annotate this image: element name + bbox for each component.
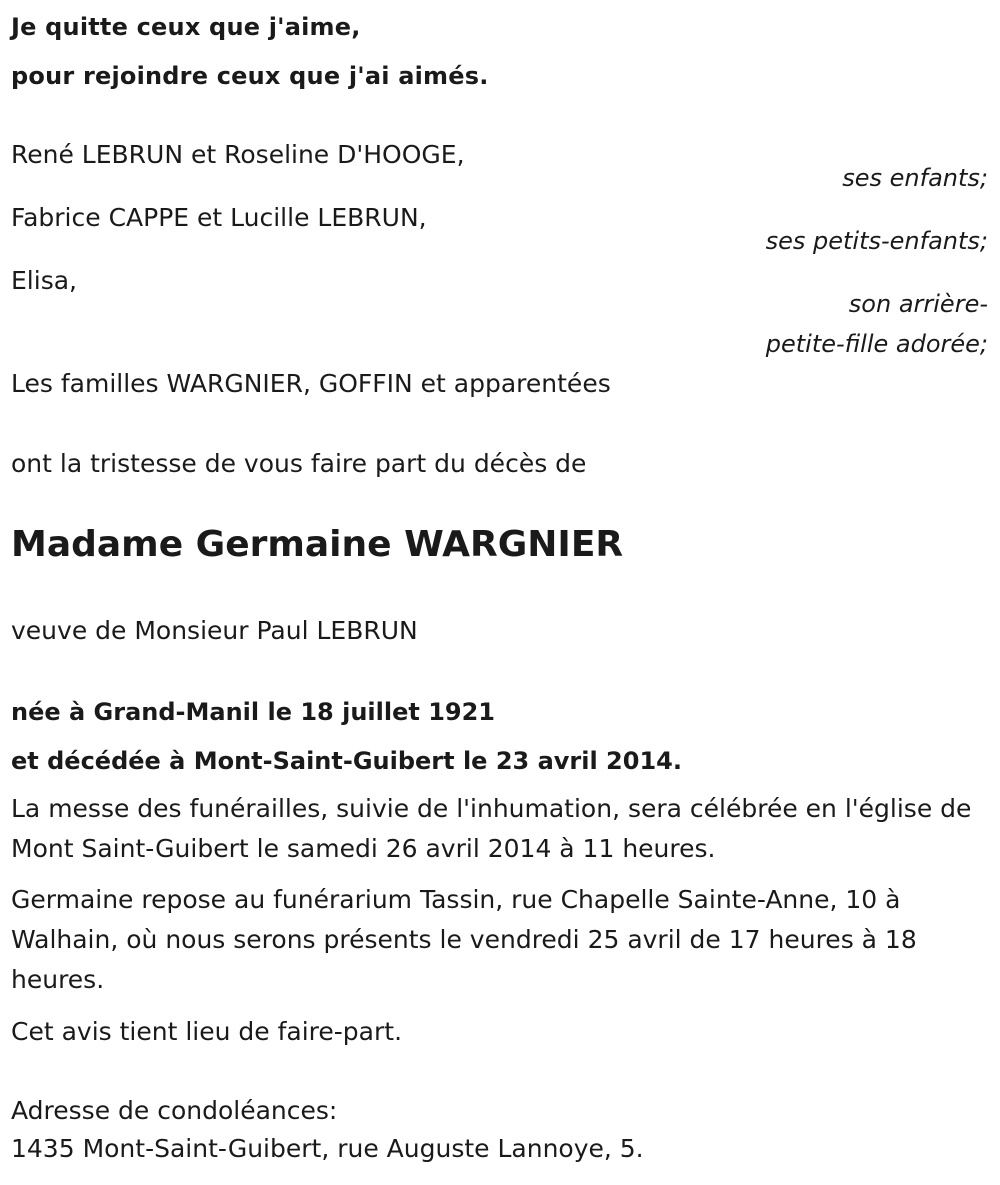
funeral-mass-paragraph: La messe des funérailles, suivie de l'inhumation, sera célébrée en l'église de Mont Saint-Guibert le samedi 26 avril 2014 à 11 heures.: [11, 794, 972, 863]
grandchildren-role: ses petits-enfants;: [765, 227, 988, 255]
great-grandchild-role-line-2: petite-fille adorée;: [765, 330, 988, 358]
grandchildren-names: Fabrice CAPPE et Lucille LEBRUN,: [11, 203, 427, 232]
death-line: et décédée à Mont-Saint-Guibert le 23 avril 2014.: [11, 747, 682, 775]
condolences-label: Adresse de condoléances:: [11, 1096, 338, 1125]
funerarium-paragraph: Germaine repose au funérarium Tassin, rue Chapelle Sainte-Anne, 10 à Walhain, où nous serons présents le vendredi 25 avril de 17 heures à 18 heures.: [11, 885, 917, 994]
quote-line-2: pour rejoindre ceux que j'ai aimés.: [11, 62, 489, 90]
great-grandchild-role-line-1: son arrière-: [848, 290, 988, 318]
children-role: ses enfants;: [842, 164, 988, 192]
notice-line: Cet avis tient lieu de faire-part.: [11, 1017, 403, 1046]
widow-of-line: veuve de Monsieur Paul LEBRUN: [11, 616, 418, 645]
children-names: René LEBRUN et Roseline D'HOOGE,: [11, 140, 465, 169]
quote-line-1: Je quitte ceux que j'aime,: [11, 13, 361, 41]
great-grandchild-name: Elisa,: [11, 266, 77, 295]
condolences-address: 1435 Mont-Saint-Guibert, rue Auguste Lannoye, 5.: [11, 1134, 644, 1163]
announcement-line: ont la tristesse de vous faire part du décès de: [11, 449, 587, 478]
families-line: Les familles WARGNIER, GOFFIN et apparentées: [11, 369, 611, 398]
birth-line: née à Grand-Manil le 18 juillet 1921: [11, 698, 495, 726]
deceased-name: Madame Germaine WARGNIER: [11, 524, 624, 565]
